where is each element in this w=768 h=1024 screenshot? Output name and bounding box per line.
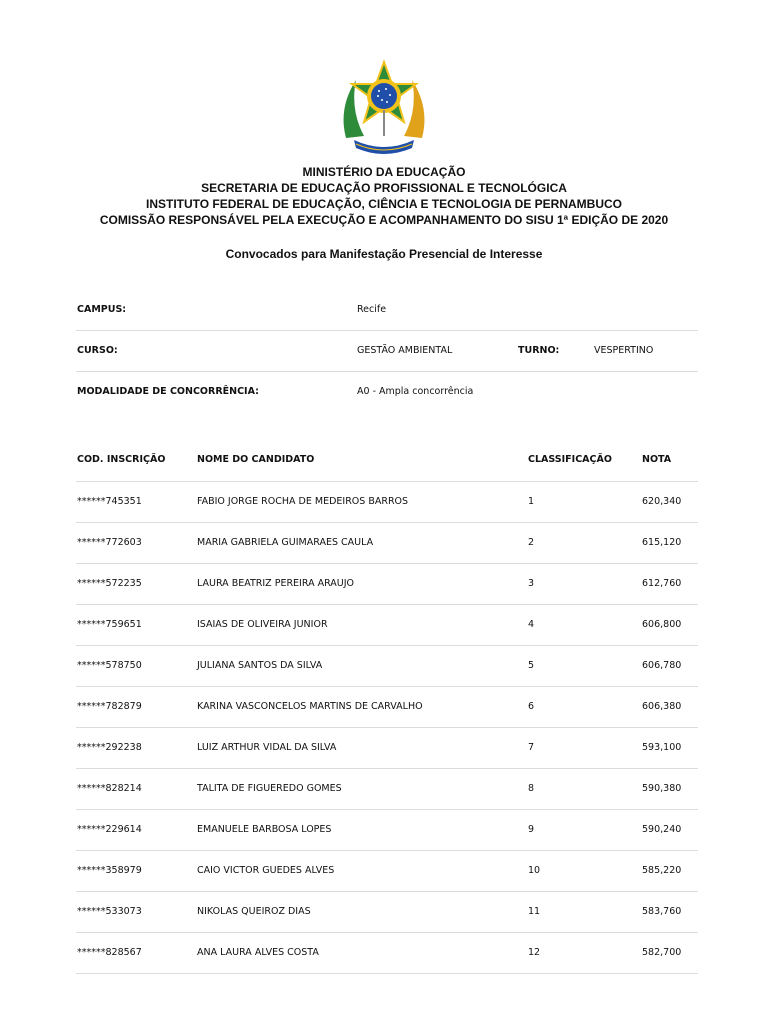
cell-rank: 12: [528, 947, 541, 958]
cell-score: 620,340: [642, 496, 682, 507]
divider: [76, 371, 698, 372]
col-header-rank: CLASSIFICAÇÃO: [528, 454, 612, 465]
campus-value: Recife: [357, 304, 387, 315]
candidates-table: [76, 454, 698, 974]
cell-code: ******229614: [77, 824, 142, 835]
info-row-modalidade: [76, 386, 698, 427]
cell-code: ******782879: [77, 701, 142, 712]
cell-name: NIKOLAS QUEIROZ DIAS: [197, 906, 311, 917]
cell-name: ANA LAURA ALVES COSTA: [197, 947, 319, 958]
table-row: [76, 810, 698, 851]
cell-name: KARINA VASCONCELOS MARTINS DE CARVALHO: [197, 701, 423, 712]
header-ministry: MINISTÉRIO DA EDUCAÇÃO: [302, 165, 466, 179]
header-secretariat: SECRETARIA DE EDUCAÇÃO PROFISSIONAL E TECNOLÓGICA: [201, 181, 567, 195]
curso-value: GESTÃO AMBIENTAL: [357, 345, 453, 356]
cell-code: ******572235: [77, 578, 142, 589]
cell-score: 615,120: [642, 537, 682, 548]
table-row: [76, 482, 698, 523]
cell-score: 606,780: [642, 660, 682, 671]
turno-label: TURNO:: [518, 345, 560, 356]
cell-code: ******759651: [77, 619, 142, 630]
header-commission: COMISSÃO RESPONSÁVEL PELA EXECUÇÃO E ACOMPANHAMENTO DO SISU 1ª EDIÇÃO DE 2020: [99, 213, 669, 227]
cell-name: EMANUELE BARBOSA LOPES: [197, 824, 332, 835]
col-header-name: NOME DO CANDIDATO: [197, 454, 315, 465]
table-row: [76, 892, 698, 933]
cell-code: ******578750: [77, 660, 142, 671]
cell-score: 606,800: [642, 619, 682, 630]
cell-code: ******533073: [77, 906, 142, 917]
cell-score: 585,220: [642, 865, 682, 876]
cell-score: 612,760: [642, 578, 682, 589]
table-header: [76, 454, 698, 482]
cell-name: MARIA GABRIELA GUIMARAES CAULA: [197, 537, 374, 548]
cell-score: 606,380: [642, 701, 682, 712]
cell-code: ******358979: [77, 865, 142, 876]
cell-code: ******828214: [77, 783, 142, 794]
cell-rank: 7: [528, 742, 535, 753]
cell-code: ******772603: [77, 537, 142, 548]
info-row-curso: [76, 345, 698, 386]
cell-name: ISAIAS DE OLIVEIRA JUNIOR: [197, 619, 328, 630]
cell-score: 593,100: [642, 742, 682, 753]
table-row: [76, 646, 698, 687]
cell-rank: 5: [528, 660, 535, 671]
modalidade-value: A0 - Ampla concorrência: [357, 386, 474, 397]
cell-rank: 6: [528, 701, 535, 712]
table-row: [76, 523, 698, 564]
cell-name: LAURA BEATRIZ PEREIRA ARAUJO: [197, 578, 355, 589]
table-row: [76, 728, 698, 769]
table-body: [76, 482, 698, 974]
divider: [76, 330, 698, 331]
table-row: [76, 933, 698, 974]
modalidade-label: MODALIDADE DE CONCORRÊNCIA:: [77, 386, 259, 397]
table-row: [76, 605, 698, 646]
table-row: [76, 769, 698, 810]
info-row-campus: [76, 304, 698, 345]
cell-score: 590,240: [642, 824, 682, 835]
cell-name: FABIO JORGE ROCHA DE MEDEIROS BARROS: [197, 496, 409, 507]
cell-rank: 4: [528, 619, 535, 630]
info-block: [76, 304, 698, 427]
curso-label: CURSO:: [77, 345, 118, 356]
cell-rank: 9: [528, 824, 535, 835]
cell-score: 590,380: [642, 783, 682, 794]
cell-name: JULIANA SANTOS DA SILVA: [197, 660, 323, 671]
header-institute: INSTITUTO FEDERAL DE EDUCAÇÃO, CIÊNCIA E TECNOLOGIA DE PERNAMBUCO: [145, 197, 623, 211]
col-header-score: NOTA: [642, 454, 672, 465]
table-row: [76, 851, 698, 892]
cell-score: 582,700: [642, 947, 682, 958]
page-subtitle: Convocados para Manifestação Presencial de Interesse: [225, 247, 543, 261]
cell-name: TALITA DE FIGUEREDO GOMES: [197, 783, 342, 794]
table-row: [76, 687, 698, 728]
col-header-code: COD. INSCRIÇÃO: [77, 454, 166, 465]
campus-label: CAMPUS:: [77, 304, 127, 315]
cell-code: ******745351: [77, 496, 142, 507]
cell-code: ******828567: [77, 947, 142, 958]
cell-name: CAIO VICTOR GUEDES ALVES: [197, 865, 335, 876]
turno-value: VESPERTINO: [594, 345, 654, 356]
cell-rank: 10: [528, 865, 541, 876]
cell-rank: 2: [528, 537, 535, 548]
cell-code: ******292238: [77, 742, 142, 753]
table-row: [76, 564, 698, 605]
cell-rank: 8: [528, 783, 535, 794]
cell-rank: 1: [528, 496, 535, 507]
cell-name: LUIZ ARTHUR VIDAL DA SILVA: [197, 742, 337, 753]
cell-rank: 3: [528, 578, 535, 589]
cell-rank: 11: [528, 906, 541, 917]
brazil-coat-of-arms-icon: [334, 58, 434, 158]
cell-score: 583,760: [642, 906, 682, 917]
